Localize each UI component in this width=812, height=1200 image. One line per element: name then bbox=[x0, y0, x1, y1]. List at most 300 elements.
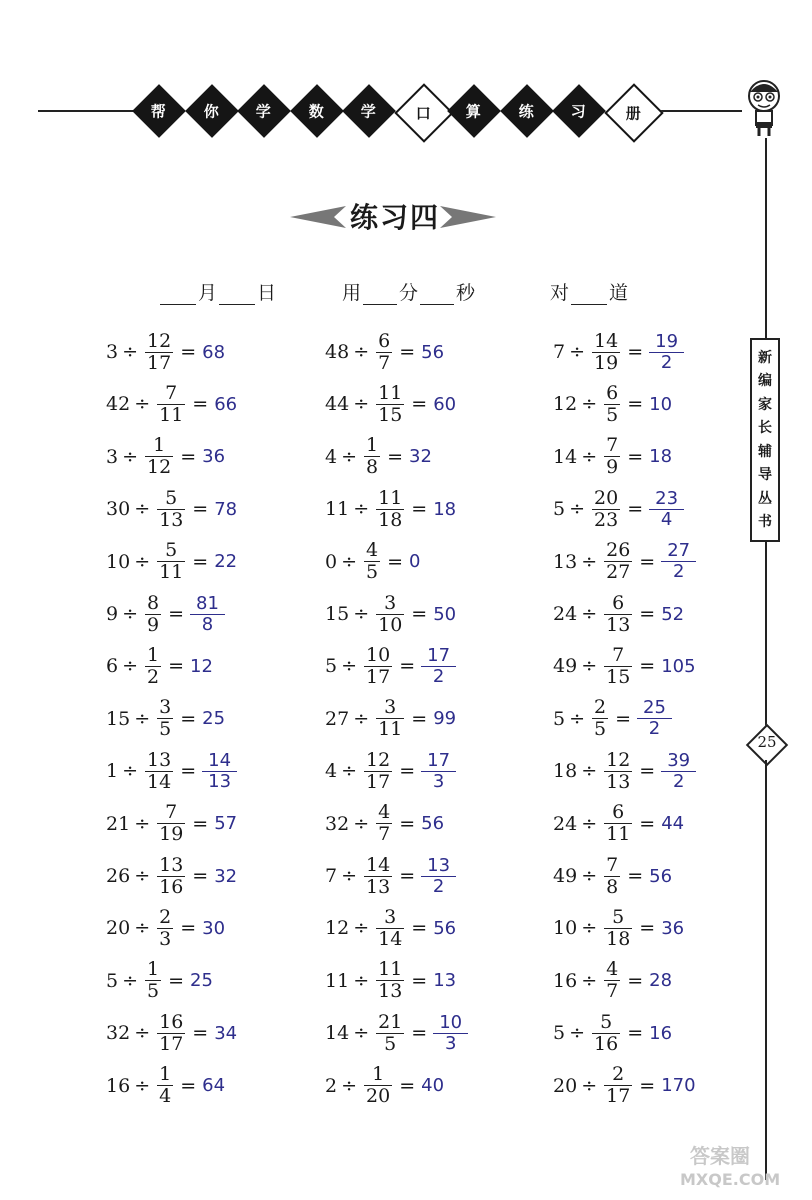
answer-value: 18 bbox=[649, 446, 673, 468]
equals-symbol: = bbox=[180, 1074, 197, 1097]
dividend: 12 bbox=[325, 917, 350, 940]
answer-value: 52 bbox=[661, 603, 685, 625]
fraction-denominator: 19 bbox=[594, 351, 619, 374]
dividend: 24 bbox=[553, 812, 578, 835]
equals-symbol: = bbox=[192, 498, 209, 521]
problem-item bbox=[553, 641, 696, 691]
dividend: 48 bbox=[325, 341, 350, 363]
answer-value: 25 bbox=[202, 708, 226, 730]
divisor-fraction bbox=[376, 1012, 404, 1055]
equals-symbol: = bbox=[399, 760, 416, 783]
answer-value: 56 bbox=[421, 341, 445, 363]
side-rail-mid bbox=[765, 542, 767, 730]
fraction-denominator: 15 bbox=[606, 665, 631, 688]
fraction-denominator: 17 bbox=[366, 665, 391, 688]
divide-symbol: ÷ bbox=[353, 498, 370, 521]
dividend: 5 bbox=[553, 1022, 566, 1045]
header-char: 帮 bbox=[151, 102, 167, 121]
divisor-fraction bbox=[157, 802, 185, 845]
use-label: 用 bbox=[342, 282, 362, 304]
equals-symbol: = bbox=[615, 707, 632, 730]
dividend: 26 bbox=[106, 865, 131, 887]
divisor-fraction bbox=[157, 540, 185, 583]
problem-item bbox=[553, 484, 684, 534]
fraction-numerator: 7 bbox=[606, 434, 619, 457]
fraction-denominator: 11 bbox=[606, 823, 631, 846]
dividend: 9 bbox=[106, 603, 119, 625]
fraction-numerator: 11 bbox=[378, 381, 403, 404]
fraction-denominator: 4 bbox=[159, 1085, 172, 1108]
divide-symbol: ÷ bbox=[353, 707, 370, 730]
divide-symbol: ÷ bbox=[569, 498, 586, 521]
header-char: 册 bbox=[625, 104, 642, 123]
dividend: 10 bbox=[106, 550, 131, 573]
fraction-numerator: 8 bbox=[147, 591, 160, 614]
divide-symbol: ÷ bbox=[341, 865, 358, 887]
answer-numerator: 19 bbox=[655, 330, 679, 352]
answer-denominator: 2 bbox=[432, 665, 445, 687]
watermark-logo: 答案圈 bbox=[690, 1144, 750, 1168]
equals-symbol: = bbox=[639, 550, 656, 573]
equals-symbol: = bbox=[639, 1074, 656, 1097]
fraction-numerator: 4 bbox=[366, 539, 379, 562]
divisor-fraction bbox=[157, 697, 173, 740]
divisor-fraction bbox=[376, 907, 404, 950]
fraction-numerator: 11 bbox=[378, 486, 403, 509]
equals-symbol: = bbox=[180, 917, 197, 940]
divide-symbol: ÷ bbox=[581, 550, 598, 573]
divisor-fraction bbox=[364, 540, 380, 583]
fraction-numerator: 16 bbox=[159, 1010, 184, 1033]
problem-item bbox=[106, 694, 225, 744]
fraction-denominator: 13 bbox=[378, 980, 403, 1003]
equals-symbol: = bbox=[639, 655, 656, 678]
answer-numerator: 17 bbox=[427, 749, 451, 771]
fraction-denominator: 14 bbox=[147, 770, 172, 793]
dividend: 16 bbox=[553, 969, 578, 992]
correct-blank[interactable] bbox=[571, 284, 607, 305]
answer-numerator: 27 bbox=[667, 540, 691, 562]
equals-symbol: = bbox=[399, 812, 416, 835]
fraction-denominator: 17 bbox=[606, 1085, 631, 1108]
fraction-denominator: 27 bbox=[606, 561, 631, 584]
fraction-denominator: 16 bbox=[594, 1032, 619, 1055]
side-rail-top bbox=[765, 138, 767, 338]
fraction-numerator: 21 bbox=[378, 1010, 403, 1033]
series-title-char: 长 bbox=[758, 420, 772, 437]
fraction-denominator: 8 bbox=[366, 456, 379, 479]
fraction-denominator: 12 bbox=[147, 456, 172, 479]
dividend: 1 bbox=[106, 760, 119, 783]
dao-label: 道 bbox=[609, 282, 629, 304]
dividend: 11 bbox=[325, 498, 350, 521]
equals-symbol: = bbox=[180, 707, 197, 730]
dividend: 30 bbox=[106, 498, 131, 521]
equals-symbol: = bbox=[639, 760, 656, 783]
score-field bbox=[550, 278, 628, 305]
equals-symbol: = bbox=[639, 812, 656, 835]
series-title-char: 书 bbox=[758, 514, 772, 531]
equals-symbol: = bbox=[399, 1074, 416, 1097]
header-char: 练 bbox=[518, 102, 535, 121]
dividend: 10 bbox=[553, 917, 578, 940]
problem-item bbox=[106, 746, 237, 796]
header-line-left bbox=[38, 110, 138, 112]
divide-symbol: ÷ bbox=[122, 341, 139, 363]
answer-value: 32 bbox=[214, 865, 238, 887]
fraction-numerator: 5 bbox=[612, 905, 625, 928]
dividend: 5 bbox=[553, 707, 566, 730]
problem-item bbox=[553, 589, 684, 639]
problem-item bbox=[106, 327, 225, 377]
fraction-numerator: 2 bbox=[159, 905, 172, 928]
fraction-numerator: 2 bbox=[594, 696, 607, 719]
fraction-numerator: 7 bbox=[612, 643, 625, 666]
problem-item bbox=[553, 1061, 696, 1111]
fraction-denominator: 13 bbox=[606, 613, 631, 636]
fraction-numerator: 5 bbox=[165, 539, 178, 562]
divide-symbol: ÷ bbox=[122, 969, 139, 992]
dividend: 44 bbox=[325, 393, 350, 416]
answer-value: 13 bbox=[433, 970, 457, 992]
equals-symbol: = bbox=[627, 445, 644, 468]
answer-numerator: 17 bbox=[427, 644, 451, 666]
equals-symbol: = bbox=[411, 969, 428, 992]
fraction-denominator: 20 bbox=[366, 1085, 391, 1108]
dividend: 2 bbox=[325, 1074, 338, 1097]
fraction-denominator: 9 bbox=[147, 613, 160, 636]
equals-symbol: = bbox=[399, 655, 416, 678]
day-blank[interactable] bbox=[219, 284, 255, 305]
divide-symbol: ÷ bbox=[134, 917, 151, 940]
divisor-fraction bbox=[364, 1064, 392, 1107]
equals-symbol: = bbox=[639, 603, 656, 625]
divisor-fraction bbox=[157, 488, 185, 531]
answer-fraction bbox=[661, 751, 696, 792]
fraction-numerator: 5 bbox=[600, 1010, 613, 1033]
divide-symbol: ÷ bbox=[134, 393, 151, 416]
dividend: 3 bbox=[106, 445, 119, 468]
divisor-fraction bbox=[604, 383, 620, 426]
divisor-fraction bbox=[604, 802, 632, 845]
date-field bbox=[158, 278, 276, 305]
answer-denominator: 4 bbox=[660, 508, 673, 530]
answer-denominator: 2 bbox=[432, 875, 445, 897]
divide-symbol: ÷ bbox=[134, 1022, 151, 1045]
answer-fraction bbox=[421, 751, 456, 792]
divisor-fraction bbox=[376, 383, 404, 426]
series-title-char: 丛 bbox=[758, 490, 772, 507]
equals-symbol: = bbox=[192, 393, 209, 416]
problem-item bbox=[553, 851, 672, 901]
fraction-numerator: 14 bbox=[366, 853, 391, 876]
answer-value: 28 bbox=[649, 970, 673, 992]
problem-item bbox=[106, 799, 237, 849]
problem-item bbox=[325, 956, 456, 1006]
header-char: 算 bbox=[466, 102, 482, 121]
answer-value: 22 bbox=[214, 551, 238, 573]
month-label: 月 bbox=[198, 282, 218, 304]
fraction-denominator: 11 bbox=[159, 561, 184, 584]
equals-symbol: = bbox=[639, 917, 656, 940]
answer-value: 56 bbox=[649, 865, 673, 887]
fraction-denominator: 5 bbox=[594, 718, 607, 741]
equals-symbol: = bbox=[411, 393, 428, 416]
divide-symbol: ÷ bbox=[134, 550, 151, 573]
problem-item bbox=[553, 537, 696, 587]
mascot-icon bbox=[742, 78, 786, 138]
divisor-fraction bbox=[376, 697, 404, 740]
divide-symbol: ÷ bbox=[134, 1074, 151, 1097]
answer-value: 64 bbox=[202, 1075, 226, 1097]
header-diamond bbox=[604, 83, 663, 142]
fraction-denominator: 11 bbox=[159, 403, 184, 426]
answer-denominator: 3 bbox=[432, 770, 445, 792]
fraction-denominator: 15 bbox=[378, 403, 403, 426]
divide-symbol: ÷ bbox=[353, 393, 370, 416]
problem-item bbox=[553, 694, 672, 744]
divisor-fraction bbox=[157, 907, 173, 950]
fraction-denominator: 18 bbox=[378, 508, 403, 531]
header-diamond bbox=[394, 83, 453, 142]
equals-symbol: = bbox=[192, 812, 209, 835]
answer-denominator: 2 bbox=[660, 351, 673, 373]
answer-value: 99 bbox=[433, 708, 457, 730]
dividend: 0 bbox=[325, 550, 338, 573]
day-label: 日 bbox=[257, 282, 277, 304]
problem-item bbox=[106, 1061, 225, 1111]
fraction-denominator: 2 bbox=[147, 665, 160, 688]
header-diamond bbox=[290, 84, 344, 138]
fraction-denominator: 9 bbox=[606, 456, 619, 479]
answer-value: 50 bbox=[433, 603, 457, 625]
fraction-denominator: 13 bbox=[366, 875, 391, 898]
dividend: 15 bbox=[325, 603, 350, 625]
header-diamond bbox=[185, 84, 239, 138]
month-blank[interactable] bbox=[160, 284, 196, 305]
header-char: 学 bbox=[256, 102, 272, 121]
fraction-numerator: 26 bbox=[606, 539, 631, 562]
problem-item bbox=[106, 641, 213, 691]
divisor-fraction bbox=[145, 435, 173, 478]
equals-symbol: = bbox=[168, 655, 185, 678]
fraction-numerator: 6 bbox=[612, 801, 625, 824]
second-label: 秒 bbox=[456, 282, 476, 304]
divisor-fraction bbox=[592, 697, 608, 740]
equals-symbol: = bbox=[627, 969, 644, 992]
divisor-fraction bbox=[364, 855, 392, 898]
answer-fraction bbox=[421, 856, 456, 897]
equals-symbol: = bbox=[180, 760, 197, 783]
problem-item bbox=[553, 956, 672, 1006]
divisor-fraction bbox=[592, 488, 620, 531]
answer-denominator: 13 bbox=[208, 770, 232, 792]
answer-denominator: 2 bbox=[648, 718, 661, 740]
minute-blank[interactable] bbox=[363, 284, 397, 305]
divisor-fraction bbox=[364, 435, 380, 478]
header-diamond bbox=[552, 84, 606, 138]
equals-symbol: = bbox=[627, 1022, 644, 1045]
fraction-denominator: 16 bbox=[159, 875, 184, 898]
divide-symbol: ÷ bbox=[341, 445, 358, 468]
divisor-fraction bbox=[376, 331, 392, 374]
fraction-denominator: 13 bbox=[159, 508, 184, 531]
fraction-numerator: 12 bbox=[147, 329, 172, 352]
equals-symbol: = bbox=[180, 445, 197, 468]
divisor-fraction bbox=[376, 802, 392, 845]
answer-fraction bbox=[661, 541, 696, 582]
header-char: 你 bbox=[203, 102, 220, 121]
divisor-fraction bbox=[157, 1012, 185, 1055]
divisor-fraction bbox=[376, 488, 404, 531]
answer-fraction bbox=[202, 751, 237, 792]
answer-value: 56 bbox=[421, 813, 445, 835]
answer-value: 40 bbox=[421, 1075, 445, 1097]
divisor-fraction bbox=[604, 540, 632, 583]
divide-symbol: ÷ bbox=[134, 498, 151, 521]
problem-item bbox=[106, 379, 237, 429]
divide-symbol: ÷ bbox=[134, 707, 151, 730]
minute-label: 分 bbox=[399, 282, 419, 304]
fraction-numerator: 1 bbox=[147, 958, 160, 981]
equals-symbol: = bbox=[180, 341, 197, 363]
fraction-denominator: 13 bbox=[606, 770, 631, 793]
problem-item bbox=[325, 1061, 444, 1111]
problem-item bbox=[106, 589, 225, 639]
fraction-denominator: 8 bbox=[606, 875, 619, 898]
answer-value: 56 bbox=[433, 917, 457, 939]
problem-item bbox=[553, 327, 684, 377]
divide-symbol: ÷ bbox=[341, 760, 358, 783]
divide-symbol: ÷ bbox=[581, 760, 598, 783]
divisor-fraction bbox=[376, 593, 404, 636]
fraction-numerator: 12 bbox=[606, 748, 631, 771]
answer-numerator: 39 bbox=[667, 749, 691, 771]
problem-item bbox=[553, 379, 672, 429]
dividend: 49 bbox=[553, 865, 578, 887]
series-title-char: 辅 bbox=[758, 443, 772, 460]
divide-symbol: ÷ bbox=[569, 1022, 586, 1045]
fraction-denominator: 14 bbox=[378, 927, 403, 950]
problem-item bbox=[106, 537, 237, 587]
problem-item bbox=[553, 1008, 672, 1058]
problem-item bbox=[325, 903, 456, 953]
dividend: 32 bbox=[106, 1022, 131, 1045]
fraction-numerator: 12 bbox=[366, 748, 391, 771]
problem-item bbox=[106, 903, 225, 953]
answer-numerator: 14 bbox=[208, 749, 232, 771]
dividend: 7 bbox=[325, 865, 338, 887]
problem-item bbox=[325, 694, 456, 744]
divisor-fraction bbox=[592, 331, 620, 374]
dividend: 15 bbox=[106, 707, 131, 730]
dividend: 27 bbox=[325, 707, 350, 730]
divisor-fraction bbox=[604, 435, 620, 478]
dividend: 14 bbox=[553, 445, 578, 468]
fraction-numerator: 14 bbox=[594, 329, 619, 352]
answer-fraction bbox=[433, 1013, 468, 1054]
divide-symbol: ÷ bbox=[341, 550, 358, 573]
divide-symbol: ÷ bbox=[581, 655, 598, 678]
title-arrow-right-icon bbox=[440, 204, 496, 230]
divide-symbol: ÷ bbox=[581, 1074, 598, 1097]
answer-value: 57 bbox=[214, 813, 238, 835]
answer-denominator: 3 bbox=[444, 1032, 457, 1054]
answer-value: 25 bbox=[190, 970, 213, 992]
problem-item bbox=[553, 903, 684, 953]
answer-fraction bbox=[649, 489, 684, 530]
answer-denominator: 8 bbox=[201, 613, 214, 635]
divisor-fraction bbox=[604, 750, 632, 793]
problem-item bbox=[325, 641, 456, 691]
answer-value: 10 bbox=[649, 393, 673, 415]
divide-symbol: ÷ bbox=[581, 969, 598, 992]
problem-item bbox=[325, 1008, 468, 1058]
answer-numerator: 23 bbox=[655, 487, 679, 509]
answer-value: 68 bbox=[202, 341, 226, 363]
fraction-numerator: 13 bbox=[159, 853, 184, 876]
equals-symbol: = bbox=[387, 550, 404, 573]
fraction-denominator: 11 bbox=[378, 718, 403, 741]
divisor-fraction bbox=[157, 1064, 173, 1107]
dividend: 32 bbox=[325, 812, 350, 835]
divide-symbol: ÷ bbox=[581, 812, 598, 835]
divide-symbol: ÷ bbox=[353, 812, 370, 835]
fraction-denominator: 3 bbox=[159, 927, 172, 950]
fraction-denominator: 7 bbox=[378, 351, 391, 374]
fraction-numerator: 2 bbox=[612, 1063, 625, 1086]
answer-numerator: 13 bbox=[427, 854, 451, 876]
dividend: 14 bbox=[325, 1022, 350, 1045]
fraction-numerator: 7 bbox=[606, 853, 619, 876]
dividend: 12 bbox=[553, 393, 578, 416]
page-number: 25 bbox=[757, 733, 777, 751]
side-rail-bottom bbox=[765, 760, 767, 1180]
divide-symbol: ÷ bbox=[581, 865, 598, 887]
divisor-fraction bbox=[157, 855, 185, 898]
dividend: 5 bbox=[325, 655, 338, 678]
header-diamond bbox=[342, 84, 396, 138]
fraction-numerator: 3 bbox=[159, 696, 172, 719]
fraction-numerator: 1 bbox=[372, 1063, 385, 1086]
equals-symbol: = bbox=[168, 603, 185, 625]
answer-value: 30 bbox=[202, 917, 226, 939]
divide-symbol: ÷ bbox=[353, 969, 370, 992]
fraction-numerator: 20 bbox=[594, 486, 619, 509]
second-blank[interactable] bbox=[420, 284, 454, 305]
divide-symbol: ÷ bbox=[134, 865, 151, 887]
equals-symbol: = bbox=[168, 969, 185, 992]
answer-value: 105 bbox=[661, 655, 696, 677]
divisor-fraction bbox=[145, 750, 173, 793]
divide-symbol: ÷ bbox=[134, 812, 151, 835]
dividend: 11 bbox=[325, 969, 350, 992]
divisor-fraction bbox=[364, 750, 392, 793]
equals-symbol: = bbox=[399, 865, 416, 887]
answer-fraction bbox=[649, 332, 684, 373]
answer-denominator: 2 bbox=[672, 561, 685, 583]
divisor-fraction bbox=[145, 645, 161, 688]
divisor-fraction bbox=[145, 331, 173, 374]
header-diamond bbox=[500, 84, 554, 138]
series-title-box bbox=[750, 338, 780, 542]
answer-value: 44 bbox=[661, 813, 685, 835]
time-field bbox=[342, 278, 475, 305]
problem-item bbox=[325, 799, 444, 849]
header-char: 习 bbox=[571, 102, 587, 121]
equals-symbol: = bbox=[411, 707, 428, 730]
fraction-denominator: 5 bbox=[147, 980, 160, 1003]
